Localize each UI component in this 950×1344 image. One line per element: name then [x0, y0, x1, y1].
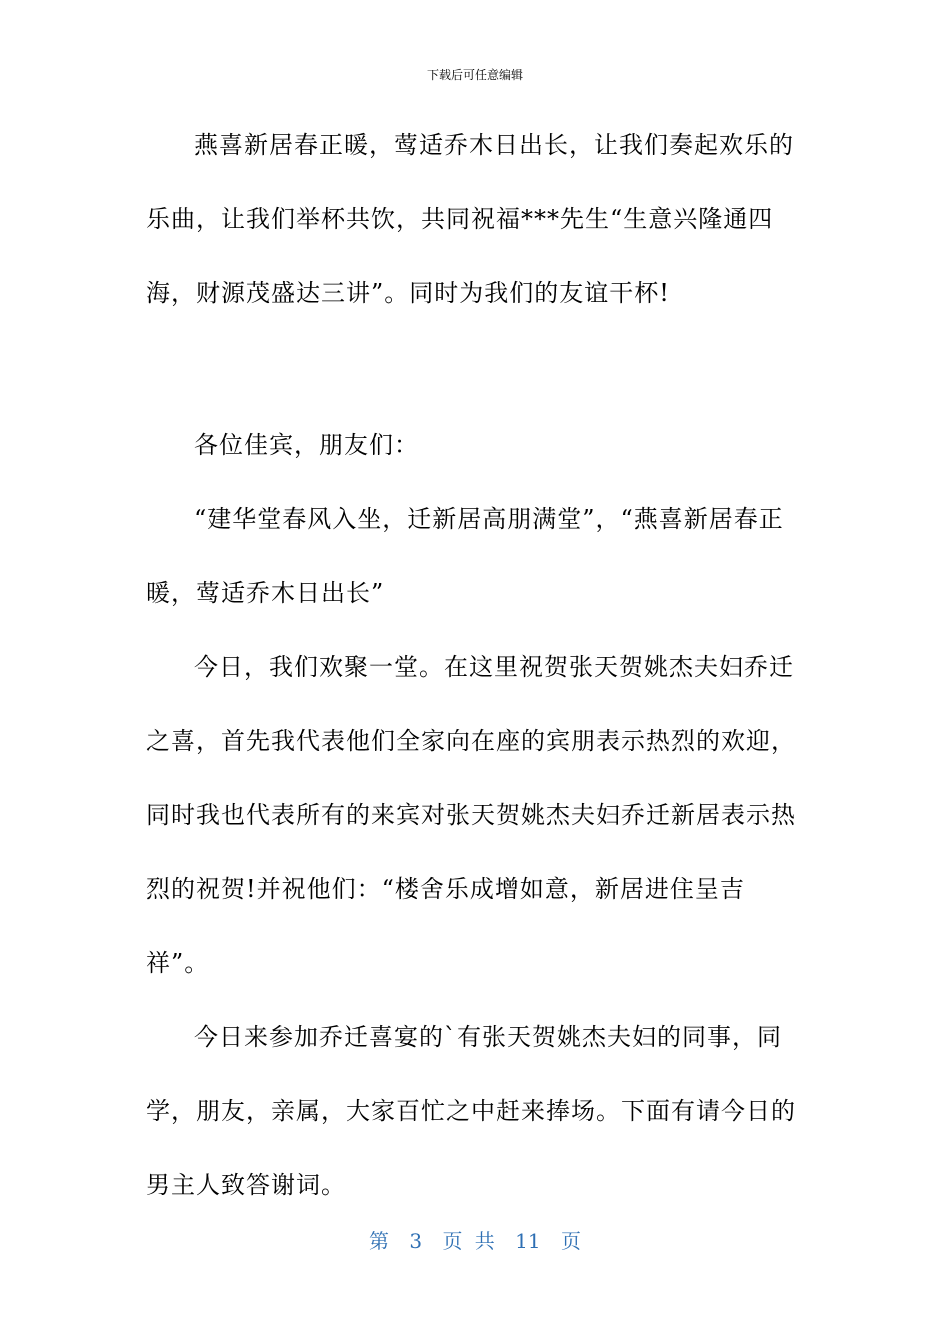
- page-header: 下载后可任意编辑: [426, 68, 523, 82]
- paragraph: 今日，我们欢聚一堂。在这里祝贺张天贺姚杰夫妇乔迁之喜，首先我代表他们全家向在座的宾朋表示热烈的欢迎，同时我也代表所有的来宾对张天贺姚杰夫妇乔迁新居表示热烈的祝贺!并祝他们：“楼舍乐成增如意，新居进住呈吉祥”。: [146, 653, 796, 977]
- current-page-number: 3: [409, 1229, 423, 1253]
- paragraph: 燕喜新居春正暖，莺适乔木日出长，让我们奏起欢乐的乐曲，让我们举杯共饮，共同祝福***先生“生意兴隆通四海，财源茂盛达三讲”。同时为我们的友谊干杯!: [146, 131, 794, 307]
- page-label-mid: 页 共: [442, 1229, 495, 1253]
- paragraph-couplet: “建华堂春风入坐，迁新居高朋满堂”，“燕喜新居春正暖，莺适乔木日出长”: [146, 505, 784, 607]
- text-block-speech: [146, 408, 806, 1222]
- total-pages-number: 11: [515, 1229, 541, 1253]
- text-block-toast: [146, 108, 806, 330]
- page-footer: [0, 1225, 950, 1254]
- paragraph-greeting: 各位佳宾，朋友们：: [194, 431, 419, 459]
- page-label-prefix: 第: [369, 1229, 389, 1253]
- paragraph: 今日来参加乔迁喜宴的`有张天贺姚杰夫妇的同事，同学，朋友，亲属，大家百忙之中赶来捧场。下面有请今日的男主人致答谢词。: [146, 1023, 796, 1199]
- page-label-suffix: 页: [560, 1229, 581, 1253]
